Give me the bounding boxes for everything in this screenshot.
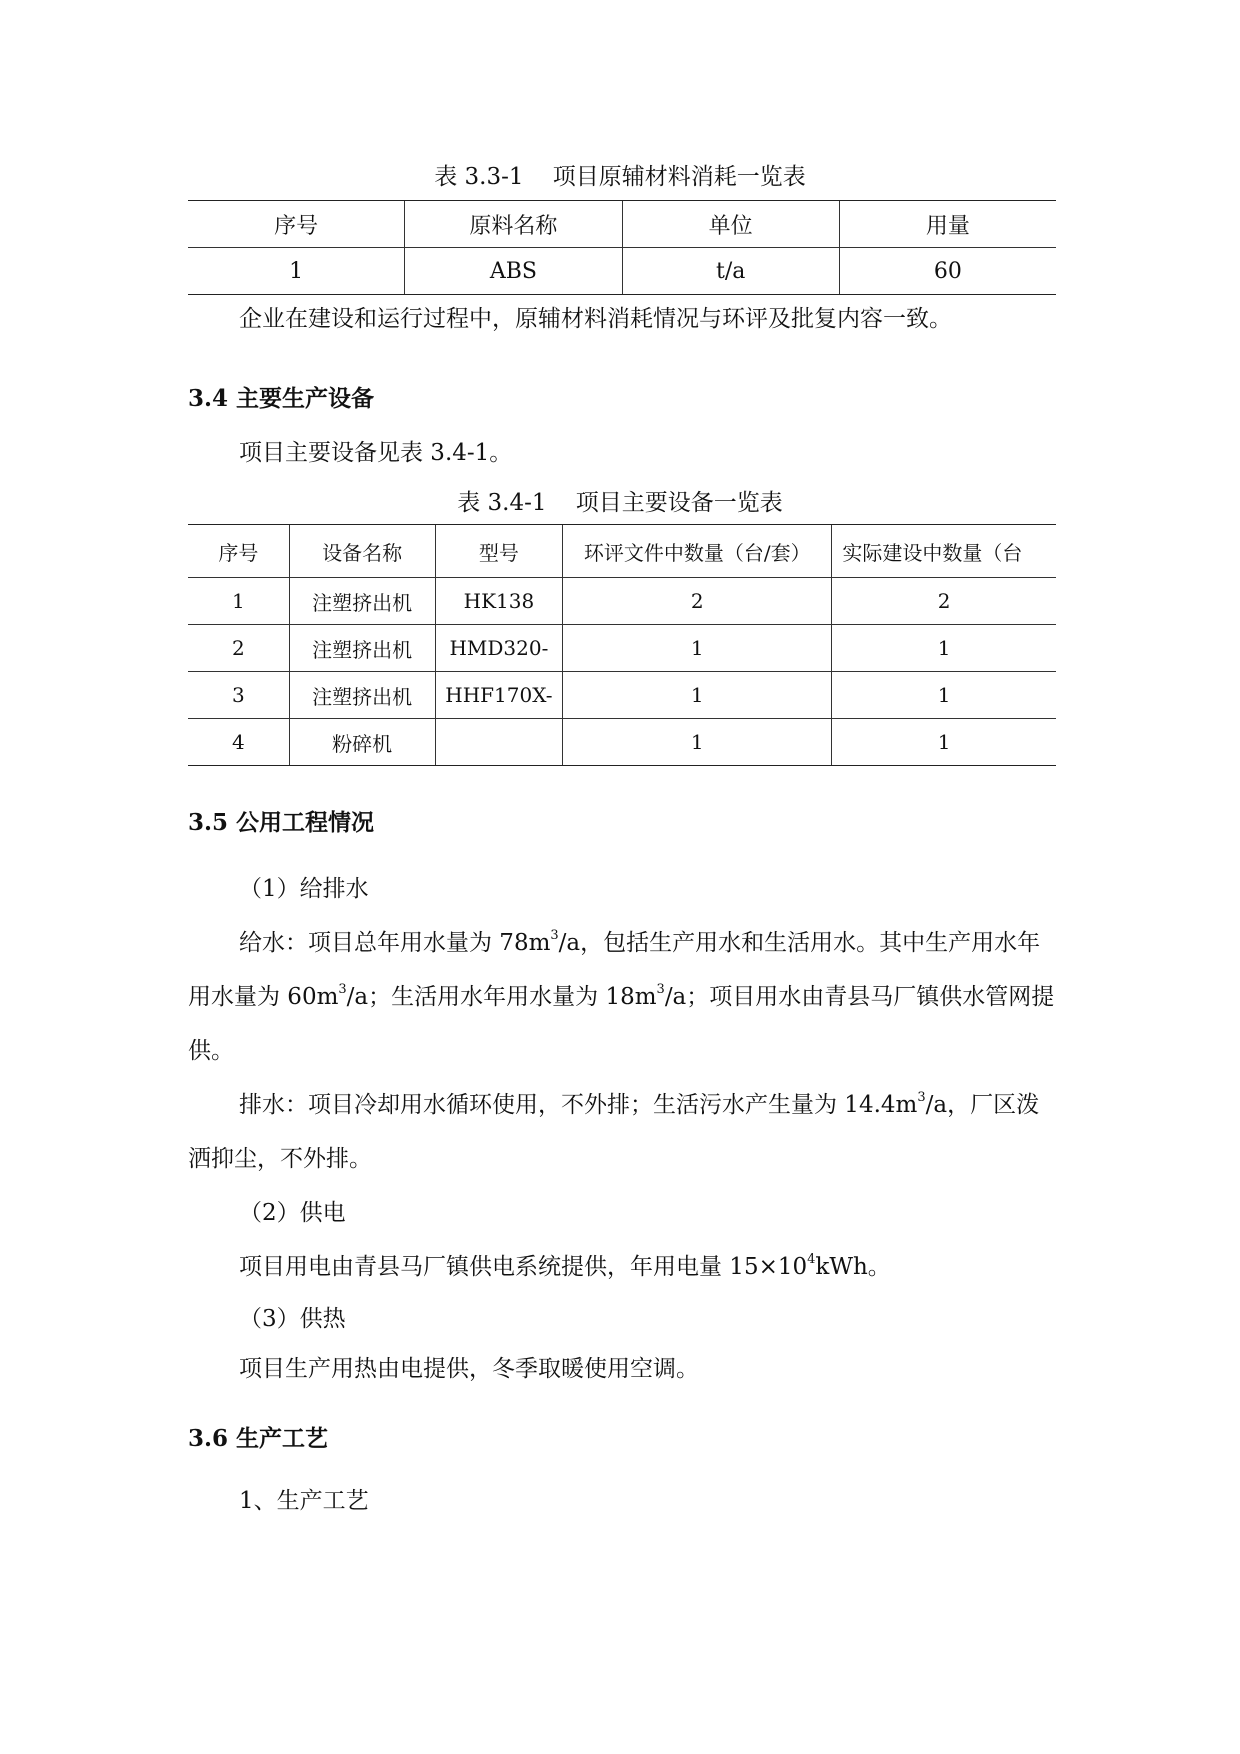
table-cell: 1 — [188, 578, 289, 625]
header-cell: 原料名称 — [405, 201, 622, 248]
drainage-paragraph: 排水：项目冷却用水循环使用，不外排；生活污水产生量为 $14.4m^3/a$，厂区泼洒抑尘，不外排。 — [188, 1090, 1040, 1172]
table-cell: 1 — [563, 719, 832, 766]
header-cell: 环评文件中数量（台/套） — [563, 525, 832, 578]
table-cell: 1 — [832, 719, 1056, 766]
equipment-table — [188, 524, 1056, 766]
header-cell: 序号 — [188, 525, 289, 578]
table-cell: HK138 — [435, 578, 563, 625]
table-cell: 1 — [832, 625, 1056, 672]
table-row — [188, 578, 1056, 625]
table-header-row — [188, 201, 1056, 248]
header-cell: 型号 — [435, 525, 563, 578]
section-heading: 3.6 生产工艺 — [188, 1425, 329, 1452]
table-row — [188, 248, 1056, 295]
table-row — [188, 625, 1056, 672]
table-header-row — [188, 525, 1056, 578]
paragraph: 项目主要设备见表 3.4-1。 — [239, 440, 513, 466]
table-cell: 2 — [832, 578, 1056, 625]
table-cell — [435, 719, 563, 766]
table-row — [188, 672, 1056, 719]
table-cell: 注塑挤出机 — [289, 578, 435, 625]
subheading: （1）给排水 — [239, 876, 369, 902]
table-cell: 2 — [563, 578, 832, 625]
heat-paragraph: 项目生产用热由电提供，冬季取暖使用空调。 — [239, 1356, 699, 1382]
table-cell: 1 — [563, 625, 832, 672]
table-cell: t/a — [622, 248, 839, 295]
table-cell: 4 — [188, 719, 289, 766]
table-caption: 表 3.3-1 项目原辅材料消耗一览表 — [434, 164, 806, 190]
header-cell: 设备名称 — [289, 525, 435, 578]
raw-materials-table — [188, 200, 1056, 295]
table-cell: 3 — [188, 672, 289, 719]
table-cell: 注塑挤出机 — [289, 672, 435, 719]
table-cell: 注塑挤出机 — [289, 625, 435, 672]
table-cell: ABS — [405, 248, 622, 295]
table-cell: HHF170X- — [435, 672, 563, 719]
subheading: （2）供电 — [239, 1200, 346, 1226]
section-heading: 3.4 主要生产设备 — [188, 385, 375, 412]
subheading: 1、生产工艺 — [239, 1488, 369, 1514]
table-cell: 2 — [188, 625, 289, 672]
paragraph: 企业在建设和运行过程中，原辅材料消耗情况与环评及批复内容一致。 — [239, 306, 952, 332]
header-cell: 序号 — [188, 201, 405, 248]
header-cell: 单位 — [622, 201, 839, 248]
table-cell: 粉碎机 — [289, 719, 435, 766]
table-cell: 1 — [832, 672, 1056, 719]
table-cell: 1 — [188, 248, 405, 295]
power-paragraph: 项目用电由青县马厂镇供电系统提供，年用电量 $15\times 10^4kWh$。 — [239, 1252, 891, 1280]
table-cell: 60 — [839, 248, 1056, 295]
water-supply-paragraph: 给水：项目总年用水量为 $78m^3/a$，包括生产用水和生活用水。其中生产用水年用水量为 $60m^3/a$；生活用水年用水量为 $18m^3/a$；项目用水由青县马厂镇供水管网提供。 — [188, 928, 1055, 1064]
table-row — [188, 719, 1056, 766]
table-cell: HMD320- — [435, 625, 563, 672]
header-cell: 用量 — [839, 201, 1056, 248]
header-cell: 实际建设中数量（台 — [832, 525, 1056, 578]
table-cell: 1 — [563, 672, 832, 719]
table-caption: 表 3.4-1 项目主要设备一览表 — [457, 490, 783, 516]
subheading: （3）供热 — [239, 1306, 346, 1332]
section-heading: 3.5 公用工程情况 — [188, 809, 375, 836]
